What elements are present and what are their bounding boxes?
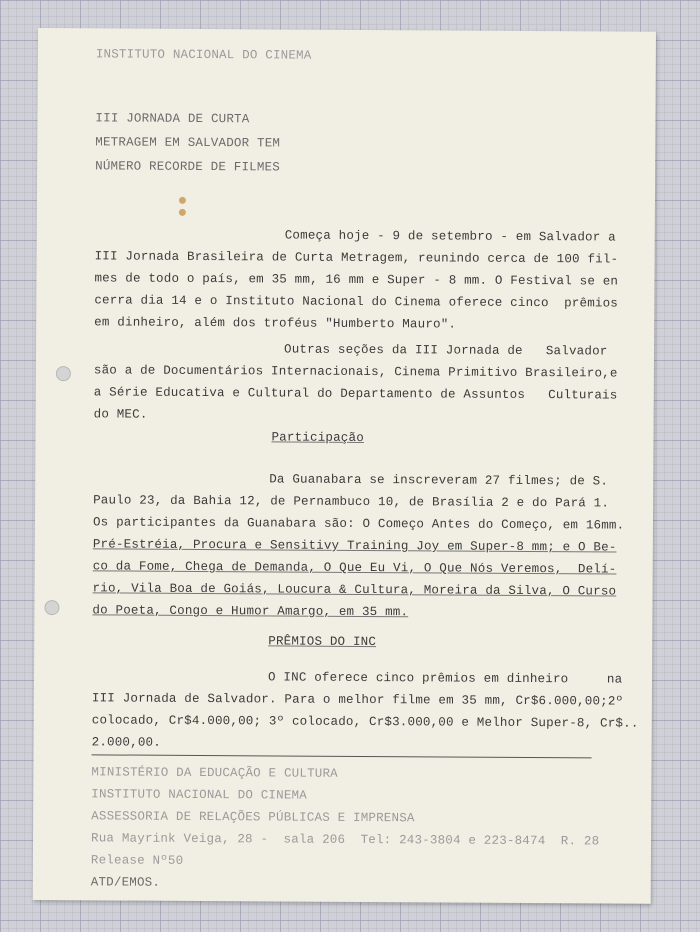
- sections-line: a Série Educativa e Cultural do Departamento de Assuntos Culturais: [93, 385, 618, 403]
- stain-mark: [179, 209, 186, 216]
- title-line-2: METRAGEM EM SALVADOR TEM: [95, 135, 281, 151]
- premios-line: colocado, Cr$4.000,00; 3º colocado, Cr$3.000,00 e Melhor Super-8, Cr$..: [91, 713, 639, 731]
- document-page: [33, 28, 656, 904]
- intro-line: cerra dia 14 e o Instituto Nacional do Cinema oferece cinco prêmios: [94, 293, 619, 311]
- footer-initials: ATD/EMOS.: [90, 875, 161, 890]
- punch-hole-top: [56, 366, 71, 381]
- title-line-3: NÚMERO RECORDE DE FILMES: [95, 159, 281, 175]
- sections-line: do MEC.: [93, 407, 148, 422]
- footer-rule: [92, 754, 592, 758]
- punch-hole-bottom: [44, 600, 59, 615]
- stain-mark: [179, 197, 186, 204]
- participacao-line: Pré-Estréia, Procura e Sensitivy Training Joy em Super-8 mm; e O Be-: [92, 537, 617, 555]
- premios-line: III Jornada de Salvador. Para o melhor filme em 35 mm, Cr$6.000,00;2º: [91, 691, 624, 709]
- sections-line: são a de Documentários Internacionais, Cinema Primitivo Brasileiro,e: [93, 363, 618, 381]
- premios-line: O INC oferece cinco prêmios em dinheiro na: [267, 670, 623, 687]
- participacao-line: Da Guanabara se inscreveram 27 filmes; de S.: [269, 472, 609, 489]
- institute-header: INSTITUTO NACIONAL DO CINEMA: [95, 47, 312, 63]
- intro-line: mes de todo o país, em 35 mm, 16 mm e Super - 8 mm. O Festival se en: [94, 271, 619, 289]
- intro-line: Começa hoje - 9 de setembro - em Salvador a: [284, 228, 616, 245]
- heading-participacao: Participação: [271, 430, 364, 445]
- footer-press-office: ASSESSORIA DE RELAÇÕES PÚBLICAS E IMPRENSA: [91, 809, 415, 826]
- participacao-line: Paulo 23, da Bahia 12, de Pernambuco 10, de Brasília 2 e do Pará 1.: [93, 493, 610, 511]
- intro-line: em dinheiro, além dos troféus "Humberto Mauro".: [94, 315, 457, 332]
- sections-line: Outras seções da III Jornada de Salvador: [283, 342, 608, 359]
- participacao-line: co da Fome, Chega de Demanda, O Que Eu Vi, O Que Nós Veremos, Delí-: [92, 559, 617, 577]
- footer-release: Release Nº50: [90, 853, 184, 868]
- heading-premios: PRÊMIOS DO INC: [268, 634, 377, 650]
- footer-institute: INSTITUTO NACIONAL DO CINEMA: [91, 787, 307, 803]
- footer-ministry: MINISTÉRIO DA EDUCAÇÃO E CULTURA: [91, 765, 338, 781]
- footer-address: Rua Mayrink Veiga, 28 - sala 206 Tel: 243-3804 e 223-8474 R. 28: [91, 831, 600, 849]
- participacao-line: rio, Vila Boa de Goiás, Loucura & Cultura, Moreira da Silva, O Curso: [92, 581, 617, 599]
- intro-line: III Jornada Brasileira de Curta Metragem, reunindo cerca de 100 fil-: [94, 249, 619, 267]
- premios-line: 2.000,00.: [91, 735, 161, 750]
- participacao-line: Os participantes da Guanabara são: O Começo Antes do Começo, em 16mm.: [92, 515, 625, 533]
- title-line-1: III JORNADA DE CURTA: [95, 111, 250, 127]
- participacao-line: do Poeta, Congo e Humor Amargo, em 35 mm.: [92, 603, 409, 620]
